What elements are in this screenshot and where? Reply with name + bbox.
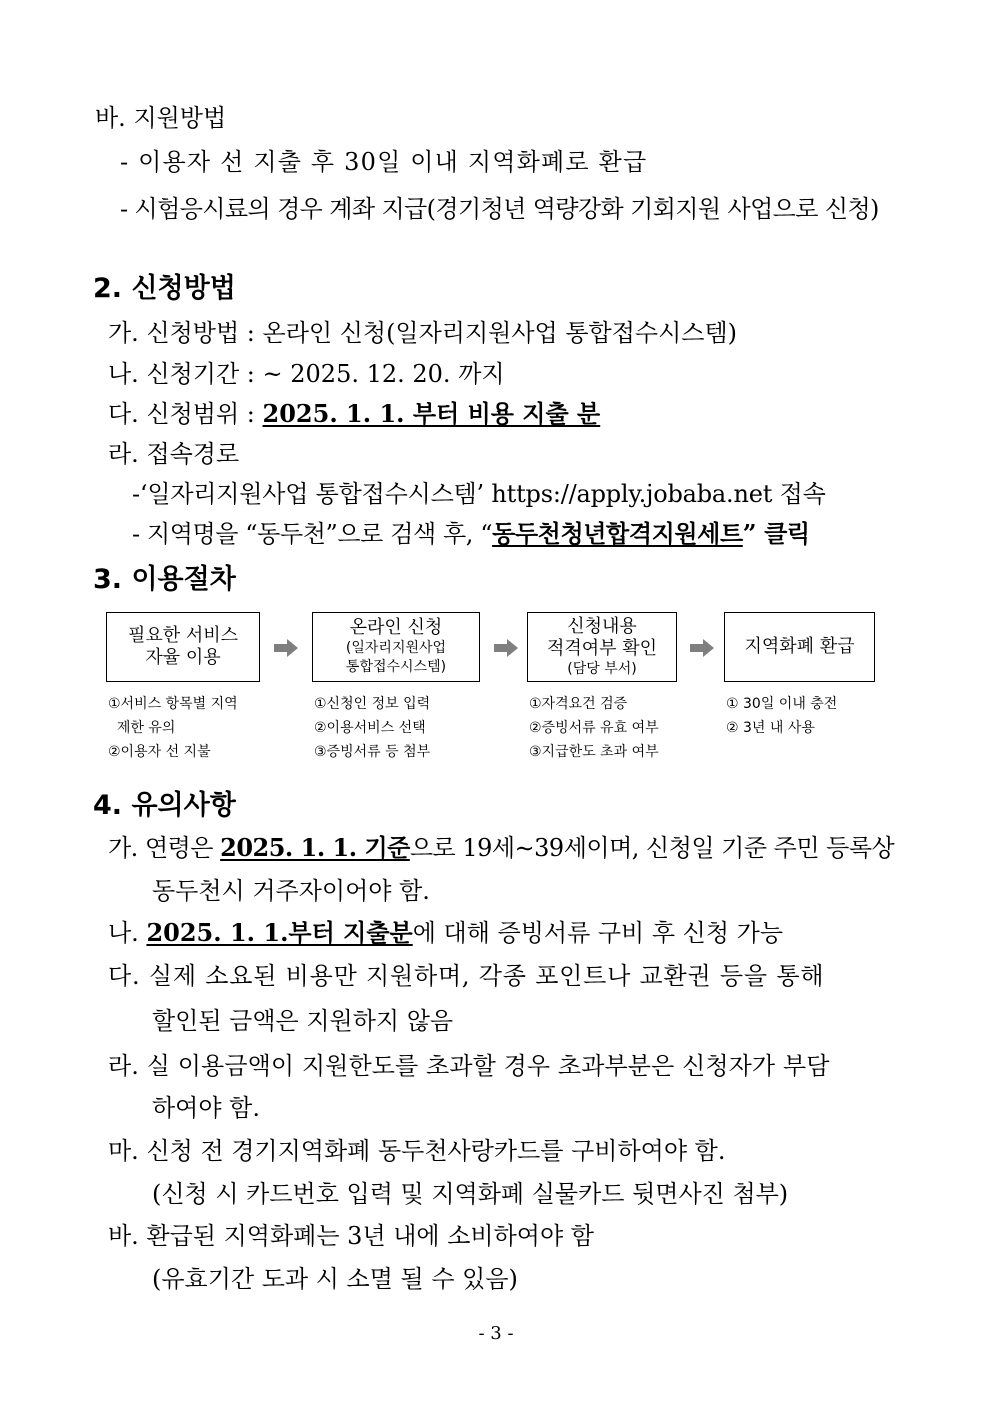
notice-ga-prefix: 가. 연령은: [108, 834, 221, 862]
notice-ba-line-1: 바. 환급된 지역화폐는 3년 내에 소비하여야 함: [108, 1222, 594, 1250]
section-2-heading: 2. 신청방법: [93, 273, 236, 304]
application-scope: [108, 399, 600, 429]
step-2-note-2: ②이용서비스 선택: [314, 720, 426, 736]
step-3-box: [527, 612, 677, 682]
step-1-label-2: 자율 이용: [145, 647, 221, 668]
notice-da-line-2: 할인된 금액은 지원하지 않음: [152, 1007, 454, 1035]
step-1-note-1: ①서비스 항목별 지역: [108, 696, 238, 712]
step-4-note-1: ① 30일 이내 충전: [726, 696, 838, 712]
step-2-notes: [314, 692, 430, 764]
step-2-note-1: ①신청인 정보 입력: [314, 696, 431, 712]
notice-ga-suffix: 으로 19세∼39세이며, 신청일 기준 주민 등록상: [409, 834, 895, 862]
access-route-2-suffix: ” 클릭: [742, 519, 810, 548]
notice-ba-line-2: (유효기간 도과 시 소멸 될 수 있음): [152, 1265, 518, 1293]
step-4-box: [724, 612, 875, 682]
notice-na-prefix: 나.: [108, 919, 147, 947]
arrow-right-icon: [494, 639, 518, 657]
service-name: 동두천청년합격지원세트: [492, 519, 743, 548]
notice-na-date: 2025. 1. 1.부터 지출분: [146, 918, 413, 947]
step-2-sub-2: 통합접수시스템): [345, 659, 447, 675]
section-3-heading: 3. 이용절차: [93, 564, 236, 595]
step-3-note-3: ③지급한도 초과 여부: [529, 744, 659, 760]
support-method-item-1: - 이용자 선 지출 후 30일 이내 지역화폐로 환급: [120, 148, 648, 176]
support-method-item-2: - 시험응시료의 경우 계좌 지급(경기청년 역량강화 기회지원 사업으로 신청): [120, 195, 879, 223]
application-scope-value: 2025. 1. 1. 부터 비용 지출 분: [262, 399, 601, 428]
notice-ra-line-1: 라. 실 이용금액이 지원한도를 초과할 경우 초과부분은 신청자가 부담: [108, 1052, 830, 1080]
notice-ga-line-1: [108, 833, 894, 863]
application-method: 가. 신청방법 : 온라인 신청(일자리지원사업 통합접수시스템): [108, 319, 738, 347]
step-3-label-1: 신청내용: [567, 615, 637, 637]
step-3-note-1: ①자격요건 검증: [529, 696, 628, 712]
step-3-sub: (담당 부서): [567, 660, 637, 677]
notice-ma-line-2: (신청 시 카드번호 입력 및 지역화폐 실물카드 뒷면사진 첨부): [152, 1180, 789, 1208]
notice-da-line-1: 다. 실제 소요된 비용만 지원하며, 각종 포인트나 교환권 등을 통해: [108, 962, 825, 990]
step-2-note-3: ③증빙서류 등 첨부: [314, 744, 431, 760]
step-1-note-2: ②이용자 선 지불: [108, 744, 211, 760]
section-4-heading: 4. 유의사항: [93, 790, 236, 821]
step-4-notes: [726, 692, 837, 740]
arrow-right-icon: [274, 639, 298, 657]
notice-ra-line-2: 하여야 함.: [152, 1094, 260, 1122]
step-1-note-1-cont: 제한 유의: [108, 720, 176, 736]
application-period: 나. 신청기간 : ~ 2025. 12. 20. 까지: [108, 360, 505, 388]
notice-ga-line-2: 동두천시 거주자이어야 함.: [152, 877, 430, 905]
step-2-sub-1: (일자리지원사업: [345, 640, 447, 656]
step-4-note-2: ② 3년 내 사용: [726, 720, 815, 736]
access-route-2-prefix: - 지역명을 “동두천”으로 검색 후, “: [132, 520, 493, 548]
step-1-box: [106, 612, 260, 682]
step-1-notes: [108, 692, 238, 764]
step-3-notes: [529, 692, 659, 764]
step-2-box: [312, 612, 480, 682]
step-2-label: 온라인 신청: [349, 617, 443, 638]
step-1-label-1: 필요한 서비스: [127, 625, 239, 646]
notice-ga-date: 2025. 1. 1. 기준: [220, 833, 410, 862]
notice-ma-line-1: 마. 신청 전 경기지역화폐 동두천사랑카드를 구비하여야 함.: [108, 1137, 726, 1165]
step-4-label: 지역화폐 환급: [744, 636, 855, 657]
support-method-title: 바. 지원방법: [95, 104, 227, 132]
arrow-right-icon: [690, 639, 714, 657]
notice-na: [108, 918, 783, 948]
access-route-title: 라. 접속경로: [108, 440, 240, 468]
step-3-label-2: 적격여부 확인: [546, 637, 658, 659]
access-route-1: -‘일자리지원사업 통합접수시스템’ https://apply.jobaba.net 접속: [132, 480, 826, 508]
application-scope-label: 다. 신청범위 :: [108, 400, 263, 428]
access-route-2: [132, 519, 810, 549]
step-3-note-2: ②증빙서류 유효 여부: [529, 720, 659, 736]
notice-na-suffix: 에 대해 증빙서류 구비 후 신청 가능: [412, 919, 784, 947]
page-number: - 3 -: [478, 1323, 514, 1344]
